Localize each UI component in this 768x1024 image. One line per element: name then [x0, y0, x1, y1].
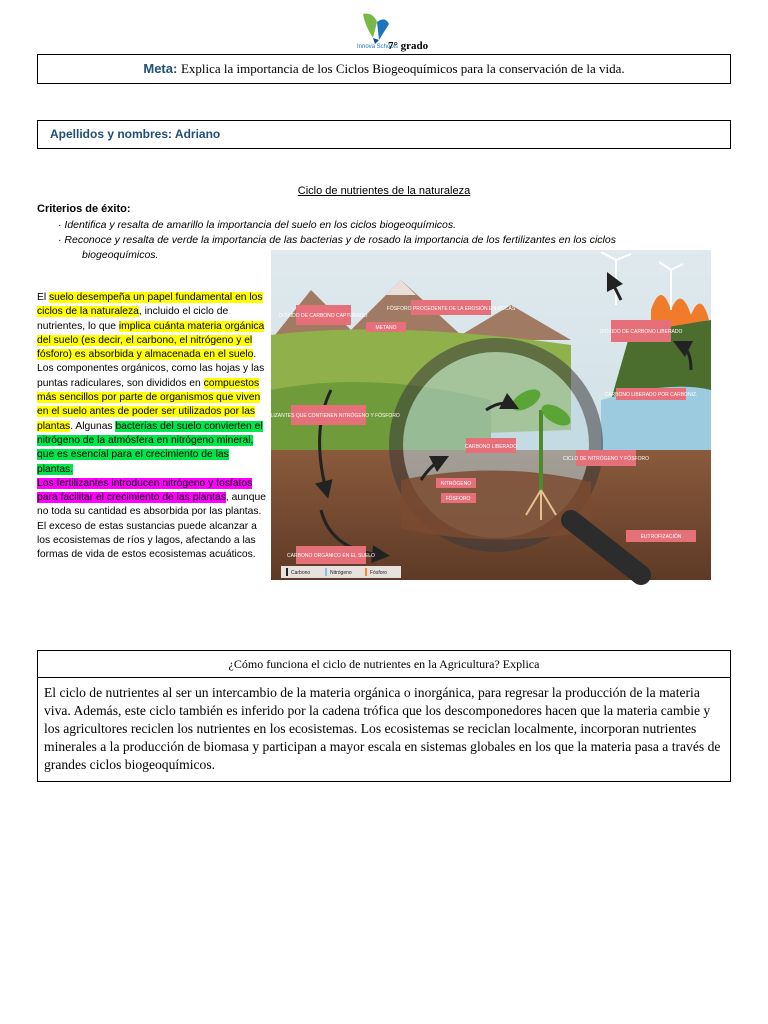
goal-label: Meta:	[143, 61, 178, 76]
highlight-yellow-3: compuestos más sencillos por parte de organismos que viven en el suelo antes de poder ser utilizados por las plantas	[37, 377, 261, 432]
student-name-box: Apellidos y nombres: Adriano	[37, 120, 731, 149]
body-text-part: , incluido el ciclo de nutrientes, lo que	[37, 306, 229, 332]
criterion-2-line-2: biogeoquímicos.	[82, 249, 159, 261]
highlight-yellow-2: implica cuánta materia orgánica del suelo (es decir, el carbono, el nitrógeno y el fósforo) es absorbida y almacenada en el suelo	[37, 320, 265, 361]
highlight-pink: Los fertilizantes introducen nitrógeno y fosfatos para facilitar el crecimiento de las plantas	[37, 477, 253, 504]
goal-box	[37, 54, 731, 84]
highlight-yellow-1: suelo desempeña un papel fundamental en los ciclos de la naturaleza	[37, 292, 263, 318]
label-carbon-carbonization: CARBONO LIBERADO POR CARBONIZ.	[604, 392, 698, 398]
diagram-legend	[281, 566, 401, 578]
body-text-part: El	[37, 292, 50, 303]
criterion-2-line-1: · Reconoce y resalta de verde la importancia de las bacterias y de rosado la importancia de los fertilizantes en los ciclos	[58, 234, 616, 246]
question-box	[37, 650, 731, 782]
label-nitrogen-phosphorus-cycle: CICLO DE NITRÓGENO Y FÓSFORO	[563, 456, 649, 462]
label-phosphorus: FÓSFORO	[445, 496, 471, 502]
logo-text: Innova Schools	[357, 44, 399, 50]
label-organic-carbon: CARBONO ORGÁNICO EN EL SUELO	[287, 553, 375, 559]
label-phosphorus-erosion: FÓSFORO PROCEDENTE DE LA EROSIÓN EN ROCAS	[386, 306, 516, 312]
nutrient-cycle-diagram	[256, 250, 711, 580]
goal-text: Explica la importancia de los Ciclos Biogeoquímicos para la conservación de la vida.	[180, 61, 625, 76]
legend-phosphorus: Fósforo	[370, 570, 387, 576]
label-methane: METANO	[375, 325, 397, 331]
answer-text: El ciclo de nutrientes al ser un intercambio de la materia orgánica o inorgánica, para regresar la producción de la materia viva. Además, este ciclo también es inferido por la cadena trófica que los descomponedores hacen que la materia cambie y los agricultores reciclen los nutrientes en los ecosistemas. Los ecosistemas se reciclan localmente, incorporan nutrientes minerales a la producción de biomasa y participan a mayor escala en sistemas globales en los que la materia pasa a través de grandes ciclos biogeoquímicos.	[44, 685, 721, 772]
label-carbon-released: CARBONO LIBERADO	[465, 444, 517, 450]
label-co2-captured: DIÓXIDO DE CARBONO CAPTURADO	[278, 313, 368, 319]
label-nitrogen: NITRÓGENO	[440, 481, 472, 487]
label-fertilizers: FERTILIZANTES QUE CONTIENEN NITRÓGENO Y FÓSFORO	[256, 413, 400, 419]
body-text-part: , aunque no toda su cantidad es absorbida por las plantas. El exceso de estas sustancias puede alcanzar a los ecosistemas de ríos y lagos, afectando a las formas de vida de estos ecosistemas acuáticos.	[37, 492, 266, 561]
criterion-1: · Identifica y resalta de amarillo la importancia del suelo en los ciclos biogeoquímicos.	[58, 219, 457, 231]
legend-carbon: Carbono	[291, 570, 311, 576]
section-title: Ciclo de nutrientes de la naturaleza	[297, 185, 471, 197]
body-text-part: . Algunas	[70, 420, 116, 432]
body-paragraph	[37, 291, 267, 563]
body-text-part: . Los componentes orgánicos, como las hojas y las puntas radiculares, son divididos en	[37, 349, 265, 389]
grade-label: 7° grado	[388, 40, 429, 52]
highlight-green: bacterias del suelo convierten el nitrógeno de la atmósfera en nitrógeno mineral, que es esencial para el crecimiento de las plantas.	[37, 420, 263, 475]
legend-nitrogen: Nitrógeno	[330, 570, 352, 576]
question-prompt: ¿Cómo funciona el ciclo de nutrientes en la Agricultura? Explica	[38, 651, 730, 678]
label-co2-released: DIÓXIDO DE CARBONO LIBERADO	[599, 329, 683, 335]
label-eutrophication: EUTROFIZACIÓN	[640, 534, 682, 540]
criteria-title: Criterios de éxito:	[37, 203, 131, 215]
